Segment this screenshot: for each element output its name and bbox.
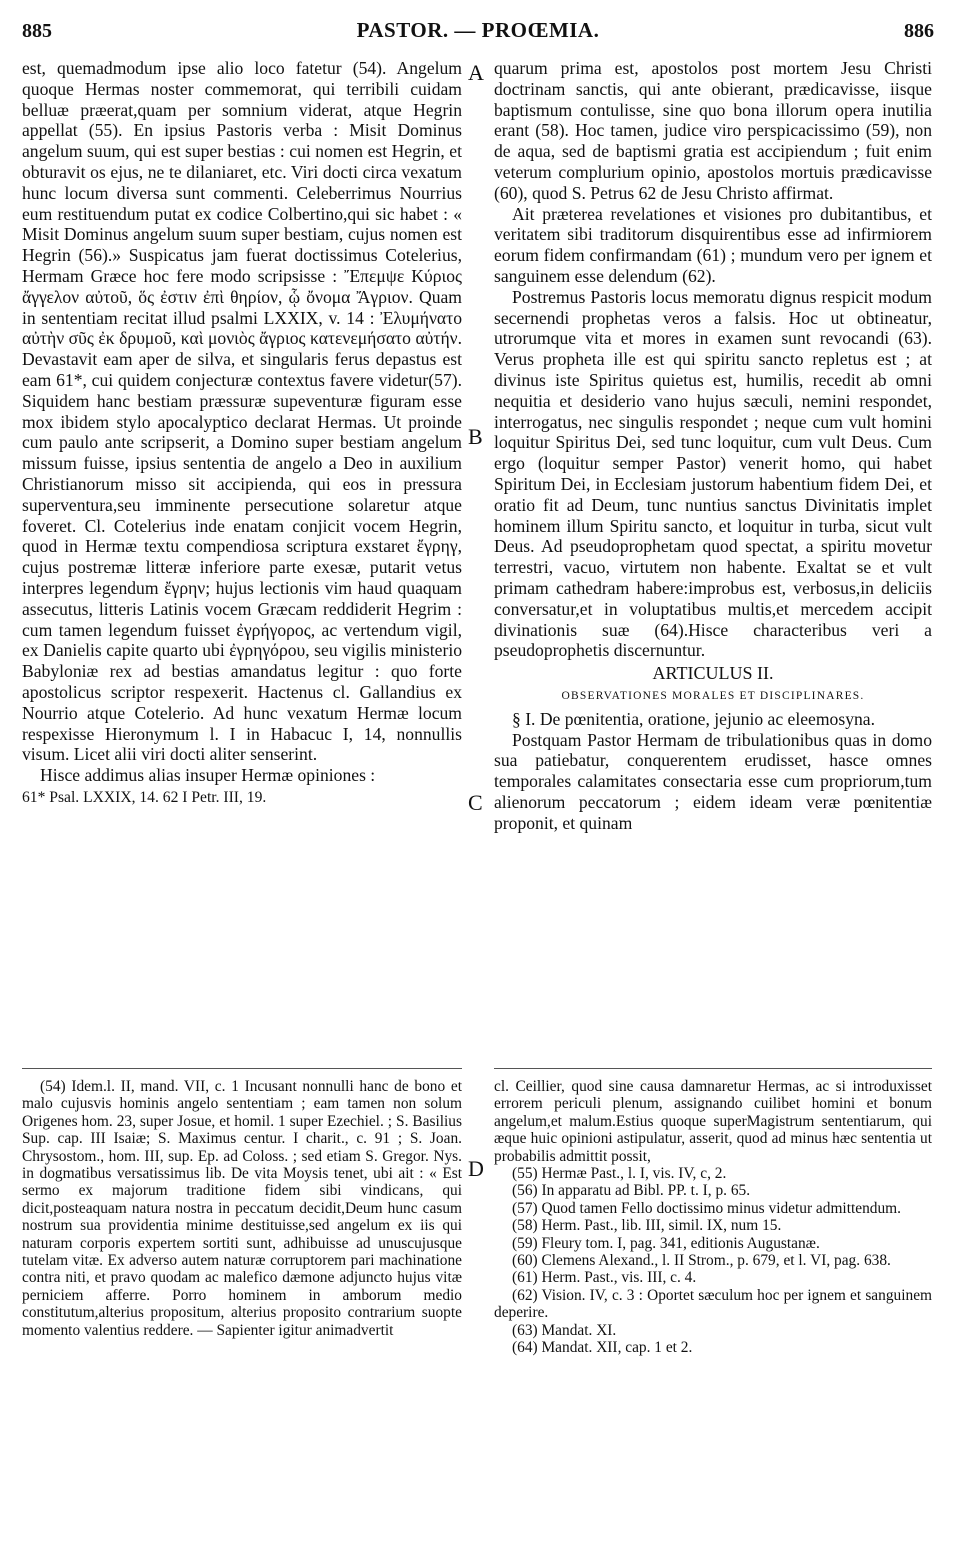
left-paragraph-2: Hisce addimus alias insuper Hermæ opiniones : bbox=[40, 765, 376, 786]
left-column-main bbox=[22, 58, 462, 807]
right-paragraph-2: Ait præterea revelationes et visiones pro dubitantibus, et veritatem sibi traditorum disquirentibus esse ad infirmiorem eorum fidem confirmandam (61) ; mundum vero per ignem et sanguinem esse delendum (62). bbox=[494, 203, 932, 286]
note-56: (56) In apparatu ad Bibl. PP. t. I, p. 65. bbox=[512, 1182, 751, 1200]
left-footnote-line: 61* Psal. LXXIX, 14. 62 I Petr. III, 19. bbox=[22, 788, 267, 806]
section-heading: § I. De pœnitentia, oratione, jejunio ac eleemosyna. bbox=[512, 708, 875, 729]
margin-marker-a: A bbox=[468, 60, 484, 85]
note-54: (54) Idem.l. II, mand. VII, c. 1 Incusant nonnulli hanc de bono et malo cujusvis hominis angelo sententiam ; eam tamen non solum Origenes hom. 23, super Josue, et homil. 1 super Ezechiel. ; S. Basilius Sup. cap. III Isaiæ; S. Maximus centur. I charit., c. 91 ; S. Joan. Chrysostom., hom. III, sup. Ep. ad Coloss. ; sed etiam S. Gregor. Nys. in dogmatibus versatissimus lib. De vita Moysis tenet, ubi ait : « Est sermo ex majorum traditione fidem sibi vindicans, qui dicit,posteaquam natura nostra in peccatum decidit,Deum hunc casum nostrum sua providentia minime destituisse,sed angelum ex iis qui naturam corporis expertem sortiti sunt, adhibuisse ad unuscujusque tutelam vitæ. Ex adverso autem naturæ corruptorem pari machinatione contra niti, et pravo quodam ac malefico dæmone adjuncto hujus vitæ perniciem afferre. Porro hominem in amborum medio constitutum,alterius propositum, alterius proposito contrarium suopte momento valentius reddere. — Sapienter igitur animadvertit bbox=[22, 1078, 462, 1339]
note-61: (61) Herm. Past., vis. III, c. 4. bbox=[512, 1269, 697, 1287]
page-header bbox=[22, 14, 934, 46]
running-title: PASTOR. — PROŒMIA. bbox=[356, 18, 600, 42]
right-paragraph-4: Postquam Pastor Hermam de tribulationibus quas in domo sua patiebatur, conquerentem erudisset, hasce omnes temporales calamitates consectaria esse cum propriorum,tum alienorum peccatorum ; eidem ideam veræ pœnitentiæ proponit, et quinam bbox=[494, 729, 932, 833]
note-62: (62) Vision. IV, c. 3 : Oportet sæculum hoc per ignem et sanguinem deperire. bbox=[494, 1286, 932, 1322]
page-number-right: 886 bbox=[904, 20, 934, 42]
note-54-continuation: cl. Ceillier, quod sine causa damnaretur Hermas, ac si introduxisset errorem periculi plenum, assignando cuilibet homini et bonum angelum,et malum.Estius quoque superMagistrum sententiarum, qui æque huic opinioni astipulatur, asserit, quod ad minus hæc sententia ut probabilis admittit possit, bbox=[494, 1078, 932, 1165]
note-60: (60) Clemens Alexand., l. II Strom., p. 679, et l. VI, pag. 638. bbox=[512, 1252, 891, 1270]
article-subheading: OBSERVATIONES MORALES ET DISCIPLINARES. bbox=[561, 689, 865, 702]
margin-marker-c: C bbox=[468, 790, 483, 815]
note-59: (59) Fleury tom. I, pag. 341, editionis Augustanæ. bbox=[512, 1234, 820, 1252]
right-paragraph-1: quarum prima est, apostolos post mortem Jesu Christi doctrinam sanctis, qui ante obierant, prædicavisse, iisque baptismum contulisse, sine quo bona illorum opera inutilia erant (58). Hoc tamen, judice viro perspicacissimo (59), non de aqua, sed de baptismi gratia est accipiendum ; fuit enim veterum complurium opinio, apostolos mortuis prædicavisse (60), quod S. Petrus 62 de Jesu Christo affirmat. bbox=[494, 58, 932, 203]
article-heading: ARTICULUS II. bbox=[652, 663, 774, 684]
note-63: (63) Mandat. XI. bbox=[512, 1321, 617, 1339]
right-column-main bbox=[494, 58, 932, 833]
note-55: (55) Hermæ Past., l. I, vis. IV, c, 2. bbox=[512, 1165, 727, 1183]
page-number-left: 885 bbox=[22, 20, 52, 42]
left-notes-divider bbox=[22, 1068, 462, 1069]
note-58: (58) Herm. Past., lib. III, simil. IX, num 15. bbox=[512, 1217, 782, 1235]
left-column-notes bbox=[22, 1078, 462, 1339]
left-paragraph-1: est, quemadmodum ipse alio loco fatetur (54). Angelum quoque Hermas noster commemorat, qui terribili cuidam belluæ præerat,quam per somnium viderat, atque Hegrin appellat (55). En ipsius Pastoris verba : Misit Dominus angelum suum, qui est super bestias : cui nomen est Hegrin, et obturavit os ejus, ne te dilaniaret, etc. Viri docti circa vexatum hunc locum diversa sunt commenti. Celeberrimus Nourrius eum restituendum putat ex codice Colbertino,qui sic habet : « Misit Dominus angelum suum super bestiam, cujus nomen est Hegrin (56).» Suspicatus jam fuerat doctissimus Cotelerius, Hermam Græce hoc fere modo scripsisse : Ἔπεμψε Κύριος ἄγγελον αὐτοῦ, ὅς ἐστιν ἐπὶ θηρίον, ᾧ ὄνομα Ἄγριον. Quam in sententiam recitat illud psalmi LXXIX, v. 14 : Ἐλυμήνατο αὐτὴν σῦς ἐκ δρυμοῦ, καὶ μονιὸς ἄγριος κατενεμήσατο αὐτήν. Devastavit eam aper de silva, et singularis ferus depastus est eam 61*, cui quidem conjecturæ contextus favere videtur(57). Siquidem hanc bestiam præssuræ supeventuræ figuram esse mox ibidem stylo apocalyptico declarat Hermas. Ut proinde cum paulo ante scripserit, a Domino super bestiam angelum missum fuisse, ipsius sententia de angelo a Deo in auxilium Christianorum misso sit accipienda, qui eos in pressura superventura,seu imminente persecutione solaretur atque foveret. Cl. Cotelerius inde enatam conjicit vocem Hegrin, quod in Hermæ textu compendiosa scriptura exstaret ἔγρηγ, cujus postremæ litteræ inferiore parte exesæ, putarit vetus interpres legendum ἔγρην; hujus lectionis vim haud quaquam assecutus, litteris Latinis vocem Græcam reddiderit Hegrim : cum tamen legendum fuisset ἐγρήγορος, ac vertendum vigil, ex Danielis capite quarto ubi ἐγρηγόρου, seu vigilis ministerio Babyloniæ rex ad bestias amandatus legitur : quo forte apostolicus scriptor respexerit. Hactenus cl. Gallandius ex Nourrio atque Cotelerio. Ad hunc vexatum Hermæ locum respexisse Hieronymum l. I in Habacuc I, 14, nonnullis visum. Licet alii viri docti aliter senserint. bbox=[22, 58, 462, 765]
right-paragraph-3: Postremus Pastoris locus memoratu dignus respicit modum secernendi prophetas veros a falsis. Hoc ut obtineatur, utrorumque vita et mores in examen sunt revocandi (63). Verus propheta ille est qui spiritu sancto repletus est ; at divinus iste Spiritus quietus est, humilis, recedit ab omni nequitia et desiderio vano hujus sæculi, nemini respondet, interrogatus, nec singulis respondet ; neque cum vult homini loquitur Spiritus Dei, sed tunc loquitur, cum vult Deus. Cum ergo (loquitur semper Pastor) venerit homo, qui habet Spiritum Dei, in Ecclesiam justorum habentium fidem Dei, et oratio fit ad Deum, tunc nuntius sanctus Divinitatis implet hominem illum Spiritu sancto, et loquitur in turba, sicut vult Deus. Ad pseudoprophetam quod spectat, a spiritu movetur terrestri, vacuo, virtutem non habente. Exaltat se et vult primam cathedram habere:improbus est, verbosus,in deliciis conversatur,et in voluptatibus multis,et mercedem accipit divinationis suæ (64).Hisce characteribus veri a pseudoprophetis discernuntur. bbox=[494, 286, 932, 661]
margin-marker-d: D bbox=[468, 1156, 484, 1181]
note-57: (57) Quod tamen Fello doctissimo minus videtur admittendum. bbox=[512, 1199, 901, 1217]
margin-marker-b: B bbox=[468, 424, 483, 449]
right-notes-divider bbox=[494, 1068, 932, 1069]
right-column-notes bbox=[494, 1078, 932, 1357]
note-64: (64) Mandat. XII, cap. 1 et 2. bbox=[512, 1339, 693, 1357]
